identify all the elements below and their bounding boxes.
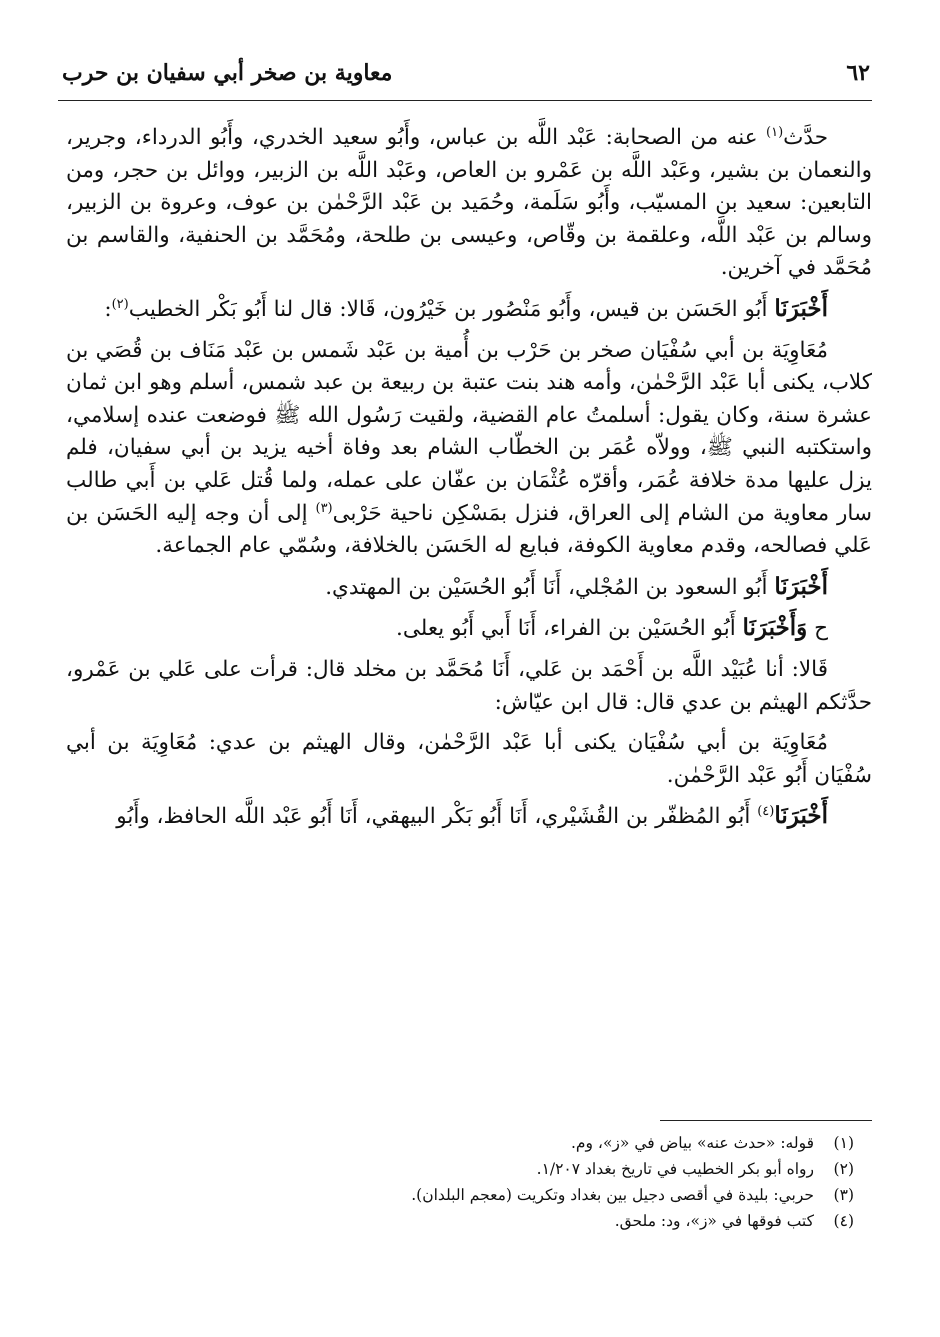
keyword-akhbarana: أَخْبَرَنَا: [774, 294, 828, 322]
footnote-text: رواه أبو بكر الخطيب في تاريخ بغداد ١/٢٠٧.: [536, 1160, 814, 1178]
main-text: [66, 122, 872, 842]
keyword-akhbarana: أَخْبَرَنَا: [774, 802, 828, 830]
footnote-ref-4: (٤): [757, 804, 775, 820]
footnote-3: [66, 1182, 872, 1208]
paragraph-text: حدَّث: [783, 125, 828, 150]
keyword-akhbarana: أَخْبَرَنَا: [774, 572, 828, 600]
paragraph-text: أَبُو السعود بن المُجْلي، أَنَا أَبُو الحُسَيْن بن المهتدي.: [325, 574, 775, 600]
footnote-rule: [660, 1120, 872, 1121]
running-title: معاوية بن صخر أبي سفيان بن حرب: [62, 60, 393, 86]
footnote-number: (٢): [833, 1160, 854, 1178]
paragraph-text: مُعَاوِيَة بن أبي سُفْيَان يكنى أبا عَبْد الرَّحْمٰن، وقال الهيثم بن عدي: مُعَاوِيَة بن أبي سُفْيَان أَبُو عَبْد الرَّحْمٰن.: [66, 730, 872, 788]
header-rule: [58, 100, 872, 101]
paragraph-prefix: ح: [807, 616, 828, 642]
paragraph-narrators: [66, 122, 872, 285]
footnote-number: (١): [833, 1134, 854, 1152]
footnote-4: [66, 1208, 872, 1234]
paragraph-text: أَبُو المُظفّر بن القُشَيْري، أَنَا أَبُو بَكْر البيهقي، أَنَا أَبُو عَبْد اللَّه الحافظ، وأَبُو: [116, 804, 758, 830]
page-number: ٦٢: [846, 60, 870, 86]
paragraph-kunya: [66, 727, 872, 792]
paragraph-isnad-2: [66, 571, 872, 605]
paragraph-isnad-5: [66, 800, 872, 834]
paragraph-text: :: [104, 296, 112, 322]
footnote-number: (٤): [833, 1212, 854, 1230]
paragraph-text: أَبُو الحَسَن بن قيس، وأَبُو مَنْصُور بن خَيْرُون، قَالا: قال لنا أَبُو بَكْر الخطيب: [128, 296, 775, 322]
paragraph-text: قَالا: أنا عُبَيْد اللَّه بن أَحْمَد بن عَلي، أَنَا مُحَمَّد بن مخلد قال: قرأت على عَلي بن عَمْرو، حدَّثكم الهيثم بن عدي قال: قال ابن عيّاش:: [66, 656, 872, 715]
footnote-text: قوله: «حدث عنه» بياض في «ز»، وم.: [571, 1134, 814, 1152]
footnote-ref-2: (٢): [111, 296, 129, 312]
page-header: [62, 58, 870, 98]
paragraph-text: أَبُو الحُسَيْن بن الفراء، أَنَا أَبي أَبُو يعلى.: [396, 616, 743, 642]
paragraph-isnad-4: [66, 654, 872, 719]
footnote-ref-3: (٣): [315, 500, 333, 516]
footnote-ref-1: (١): [766, 124, 784, 140]
footnote-2: [66, 1156, 872, 1182]
footnote-number: (٣): [833, 1186, 854, 1204]
paragraph-text: إلى أن وجه إليه الحَسَن بن عَلي فصالحه، وقدم معاوية الكوفة، فبايع له الحَسَن بالخلافة، وسُمّي عام الجماعة.: [66, 500, 872, 559]
paragraph-text: عنه من الصحابة: عَبْد اللَّه بن عباس، وأَبُو سعيد الخدري، وأَبُو الدرداء، وجرير، والنعمان بن بشير، وعَبْد اللَّه بن عَمْرو بن العاص، وعَبْد اللَّه بن الزبير، ووائل بن حجر، ومن التابعين: سعيد بن المسيّب، وأَبُو سَلَمة، وحُمَيد بن عَبْد الرَّحْمٰن بن عوف، وعروة بن الزبير، وسالم بن عَبْد اللَّه، وعلقمة بن وقّاص، وعيسى بن طلحة، ومُحَمَّد بن الحنفية، والقاسم بن مُحَمَّد في آخرين.: [66, 125, 872, 281]
footnote-text: كتب فوقها في «ز»، ود: ملحق.: [614, 1212, 814, 1230]
paragraph-isnad-1: [66, 293, 872, 327]
paragraph-biography: [66, 335, 872, 563]
keyword-wa-akhbarana: وَأَخْبَرَنَا: [742, 614, 808, 642]
paragraph-text: مُعَاوِيَة بن أبي سُفْيَان صخر بن حَرْب بن أُمية بن عَبْد شَمس بن عَبْد مَنَاف بن قُصَي بن كلاب، يكنى أبا عَبْد الرَّحْمٰن، وأمه هند بنت عتبة بن ربيعة بن عبد شمس، أسلم وهو ابن ثمان عشرة سنة، وكان يقول: أسلمتُ عام القضية، ولقيت رَسُول الله ﷺ فوضعت عنده إسلامي، واستكتبه النبي ﷺ، وولاّه عُمَر بن الخطّاب الشام بعد وفاة أخيه يزيد بن أبي سفيان، فلم يزل عليها مدة خلافة عُمَر، وأقرّه عُثْمَان بن عفّان على عمله، ولما قُتل عَلي بن أَبي طالب سار معاوية من الشام إلى العراق، فنزل بمَسْكِن ناحية حَرْبى: [66, 337, 872, 526]
footnote-1: [66, 1130, 872, 1156]
footnotes: [66, 1130, 872, 1234]
paragraph-isnad-3: [66, 612, 872, 646]
footnote-text: حربي: بليدة في أقصى دجيل بين بغداد وتكريت (معجم البلدان).: [411, 1186, 814, 1204]
